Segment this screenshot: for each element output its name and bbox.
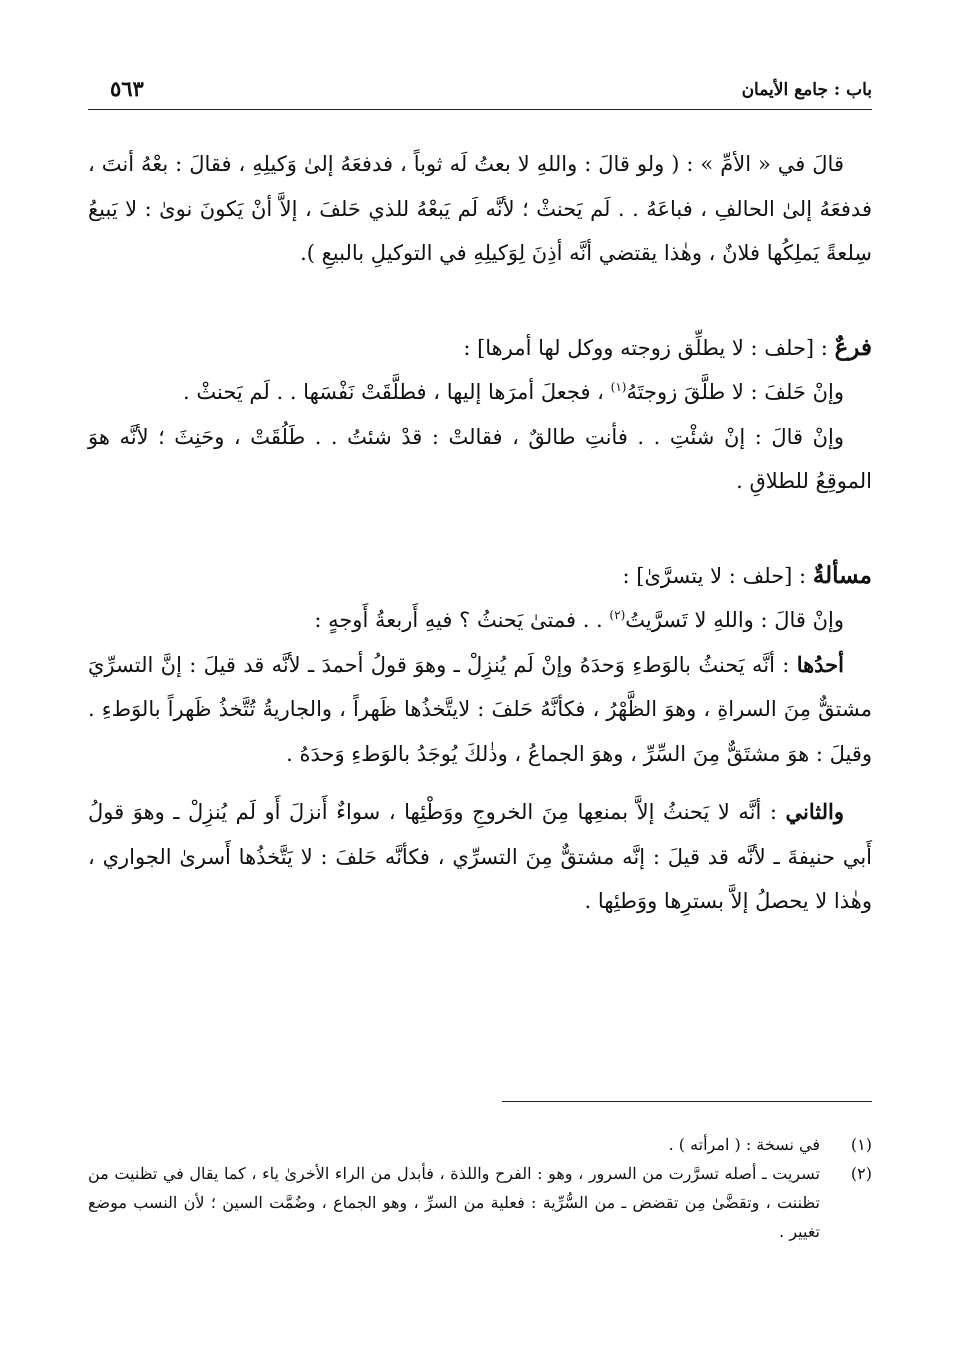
- footnote-1: [88, 1130, 872, 1159]
- footnote-number: (٢): [850, 1164, 872, 1183]
- paragraph-5: أحدُها : أنَّه يَحنثُ بالوَطءِ وَحدَهُ وإنْ لَم يُنزِلْ ـ وهوَ قولُ أحمدَ ـ لأنَّه قد قيلَ : إنَّ التسرِّيَ مشتقٌّ مِنَ السراةِ ، وهوَ الظَّهْرُ ، فكأنَّهُ حَلفَ : لايتَّخذُها ظَهراً ، والجاريةُ تُتَّخذُ ظَهراً بالوَطءِ . وقيلَ : هوَ مشتَقٌّ مِنَ السِّرِّ ، وهوَ الجماعُ ، وذٰلكَ يُوجَدُ بالوَطءِ وَحدَهُ .: [88, 651, 872, 766]
- header-rule: [88, 109, 872, 110]
- footnotes: [88, 1130, 872, 1246]
- page-number: ٥٦٣: [110, 76, 144, 101]
- footnote-ref-1[interactable]: (١): [610, 380, 627, 394]
- first-view-label: أحدُها: [796, 651, 844, 677]
- far-label: فرعٌ: [834, 333, 872, 361]
- footnote-text: تسريت ـ أصله تسرَّرت من السرور ، وهو : الفرح واللذة ، فأبدل من الراء الأخرىٰ ياء ، كما يقال في تظنيت من تظننت ، وتقضَّىٰ مِن تقضض ـ من السُّرِّية : فعلية من السرِّ ، وهو الجماع ، وضُمَّت السين ؛ لأن النسب موضع تغيير .: [88, 1164, 820, 1241]
- second-view-label: والثاني: [785, 799, 844, 824]
- footnote-text: في نسخة : ( امرأته ) .: [668, 1135, 820, 1154]
- masala-title: : [حلف : لا يتسرَّىٰ] :: [622, 563, 807, 588]
- paragraph-1: قالَ في « الأمِّ » : ( ولو قالَ : واللهِ لا بعتُ لَه ثوباً ، فدفعَهُ إلىٰ وَكيلِهِ ، فقالَ : بعْهُ أنتَ ، فدفعَهُ إلىٰ الحالفِ ، فباعَهُ . . لَم يَحنثْ ؛ لأنَّه لَم يَبعْهُ للذي حَلفَ ، إلاَّ أنْ يَكونَ نوىٰ : لا يَبيعُ سِلعةً يَملِكُها فلانٌ ، وهٰذا يقتضي أنَّه أذِنَ لِوَكيلِهِ في التوكيلِ بالبيعِ ).: [88, 152, 872, 265]
- masala-heading: [88, 554, 872, 599]
- footnote-number: (١): [850, 1135, 872, 1154]
- footnote-ref-2[interactable]: (٢): [609, 608, 626, 622]
- running-head: [88, 74, 872, 110]
- masala-label: مسألةٌ: [812, 561, 872, 589]
- chapter-title: باب : جامع الأيمان: [741, 80, 872, 100]
- footnote-2: [88, 1159, 872, 1246]
- page: [88, 74, 872, 1344]
- paragraph-2: وإنْ حَلفَ : لا طلَّقَ زوجتَهُ$^{(١)}$ ، فجعلَ أمرَها إليها ، فطلَّقَتْ نَفْسَها . . لَم يَحنثْ .: [183, 380, 844, 404]
- footnote-rule: [502, 1101, 872, 1102]
- paragraph-6: والثاني : أنَّه لا يَحنثُ إلاَّ بمنعِها مِنَ الخروجِ ووَطْئِها ، سواءٌ أَنزلَ أَو لَم يُنزِلْ ـ وهوَ قولُ أَبي حنيفةَ ـ لأنَّه قد قيلَ : إنَّه مشتقٌّ مِنَ التسرِّي ، فكأنَّه حَلفَ : لا يَتَّخذُها أَسرىٰ الجواري ، وهٰذا لا يحصلُ إلاَّ بسترِها ووَطئِها .: [88, 799, 872, 913]
- paragraph-3: وإنْ قالَ : إنْ شئْتِ . . فأنتِ طالقٌ ، فقالتْ : قدْ شئتُ . . طَلُقَتْ ، وحَنِثَ ؛ لأنَّه هوَ الموقِعُ للطلاقِ .: [88, 424, 872, 493]
- paragraph-4: وإنْ قالَ : واللهِ لا تَسرَّيتُ$^{(٢)}$ . . فمتىٰ يَحنثُ ؟ فيهِ أَربعةُ أَوجهٍ :: [314, 608, 844, 632]
- far-heading: [88, 326, 872, 371]
- body-text: [88, 142, 872, 924]
- far-title: : [حلف : لا يطلِّق زوجته ووكل لها أمرها] :: [463, 335, 828, 360]
